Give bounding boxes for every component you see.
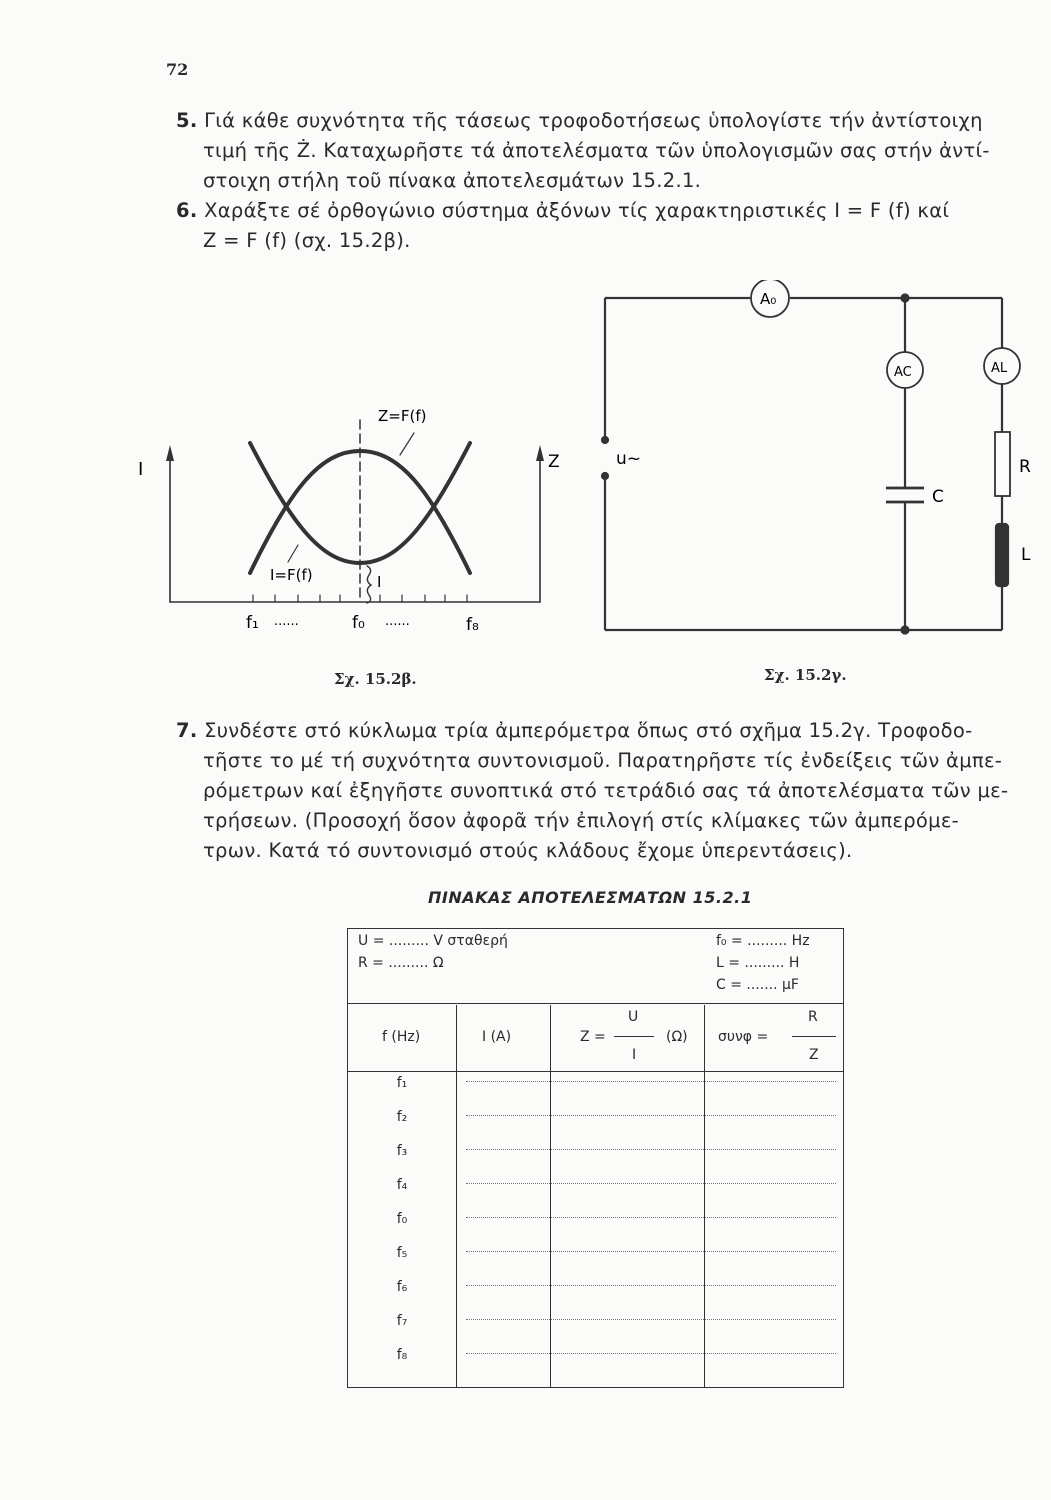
item-6-line-1: Χαράξτε σέ ὀρθογώνιο σύστημα ἀξόνων τίς χαρακτηριστικές I = F (f) καί xyxy=(204,199,950,222)
column-headers xyxy=(348,1005,843,1072)
col-z-num: U xyxy=(628,1009,639,1025)
caption-15-2b: Σχ. 15.2β. xyxy=(334,670,417,688)
col-z-pre: Z = xyxy=(580,1029,606,1045)
label-min-i: I xyxy=(377,573,382,591)
label-ac: AC xyxy=(894,365,912,380)
table-row-f1: f₁ xyxy=(396,1075,408,1091)
tick-f8: f₈ xyxy=(466,615,479,635)
dots-1: ...... xyxy=(274,614,299,629)
figure-15-2c xyxy=(570,280,1050,650)
label-r: R xyxy=(1019,457,1031,477)
blank-row-7 xyxy=(466,1285,836,1286)
label-source: u~ xyxy=(616,449,642,469)
col-cos-bar xyxy=(792,1036,836,1037)
col-i: I (A) xyxy=(482,1029,512,1045)
tick-f0: f₀ xyxy=(352,613,365,633)
resistor xyxy=(995,432,1010,496)
item-6-number: 6. xyxy=(176,199,198,222)
table-header xyxy=(348,929,843,1004)
leader-z xyxy=(400,433,414,455)
curve-i xyxy=(250,443,470,563)
axis-z-arrow xyxy=(536,445,544,461)
axis-i-arrow xyxy=(166,445,174,461)
table-row-f0: f₀ xyxy=(396,1211,408,1227)
terminal-2 xyxy=(602,473,608,479)
junction-top xyxy=(902,295,909,302)
label-i-curve: I=F(f) xyxy=(270,566,313,584)
figure-15-2b xyxy=(130,395,560,645)
table-row-f8: f₈ xyxy=(396,1347,408,1363)
item-7-line-5: τρων. Κατά τό συντονισμό στούς κλάδους ἔχομε ὑπερεντάσεις). xyxy=(203,839,853,862)
item-5-line-2: τιμή τῆς Ż. Καταχωρῆστε τά ἀποτελέσματα τῶν ὑπολογισμῶν σας στήν ἀντί- xyxy=(203,139,990,162)
item-6-line-2: Z = F (f) (σχ. 15.2β). xyxy=(203,229,411,252)
label-c: C xyxy=(932,487,944,507)
col-divider-3 xyxy=(704,1005,705,1387)
label-z: Z xyxy=(548,452,560,472)
blank-row-1 xyxy=(466,1081,836,1082)
item-7 xyxy=(176,716,1009,866)
blank-row-2 xyxy=(466,1115,836,1116)
table-row-f5: f₅ xyxy=(396,1245,408,1261)
label-z-curve: Z=F(f) xyxy=(378,407,427,425)
blank-row-8 xyxy=(466,1319,836,1320)
col-f: f (Hz) xyxy=(382,1029,421,1045)
item-5-number: 5. xyxy=(176,109,198,132)
item-7-line-2: τῆστε το μέ τή συχνότητα συντονισμοῦ. Παρατηρῆστε τίς ἐνδείξεις τῶν ἀμπε- xyxy=(203,749,1003,772)
item-7-number: 7. xyxy=(176,719,198,742)
blank-row-9 xyxy=(466,1353,836,1354)
hdr-u: U = ......... V σταθερή xyxy=(358,933,508,949)
table-row-f7: f₇ xyxy=(396,1313,408,1329)
col-z-bar xyxy=(614,1036,654,1037)
label-l: L xyxy=(1021,545,1031,565)
junction-bottom xyxy=(902,627,909,634)
leader-i xyxy=(288,545,298,562)
item-5-line-3: στοιχη στήλη τοῦ πίνακα ἀποτελεσμάτων 15.2.1. xyxy=(203,169,702,192)
caption-15-2c: Σχ. 15.2γ. xyxy=(764,666,847,684)
item-7-line-1: Συνδέστε στό κύκλωμα τρία ἀμπερόμετρα ὅπως στό σχῆμα 15.2γ. Τροφοδο- xyxy=(204,719,973,742)
label-al: AL xyxy=(991,361,1008,376)
hdr-r: R = ......... Ω xyxy=(358,955,444,971)
item-6 xyxy=(176,196,1006,256)
page-number: 72 xyxy=(166,60,189,79)
col-divider-1 xyxy=(456,1005,457,1387)
hdr-l: L = ......... H xyxy=(716,955,800,971)
hdr-f0: f₀ = ......... Hz xyxy=(716,933,810,949)
table-row-f4: f₄ xyxy=(396,1177,408,1193)
terminal-1 xyxy=(602,437,608,443)
blank-row-3 xyxy=(466,1149,836,1150)
col-cos-pre: συνφ = xyxy=(718,1029,769,1045)
col-cos-num: R xyxy=(808,1009,818,1025)
min-brace xyxy=(367,566,371,603)
results-table xyxy=(347,928,844,1388)
hdr-c: C = ....... μF xyxy=(716,977,799,993)
tick-f1: f₁ xyxy=(246,613,259,633)
col-divider-2 xyxy=(550,1005,551,1387)
blank-row-6 xyxy=(466,1251,836,1252)
table-row-f2: f₂ xyxy=(396,1109,408,1125)
blank-row-5 xyxy=(466,1217,836,1218)
col-z-den: I xyxy=(632,1047,637,1063)
label-a0: A₀ xyxy=(760,290,777,308)
item-7-line-4: τρήσεων. (Προσοχή ὅσον ἀφορᾶ τήν ἐπιλογή στίς κλίμακες τῶν ἀμπερόμε- xyxy=(203,809,960,832)
col-cos-den: Z xyxy=(809,1047,819,1063)
item-7-line-3: ρόμετρων καί ἐξηγῆστε συνοπτικά στό τετράδιό σας τά ἀποτελέσματα τῶν με- xyxy=(203,779,1009,802)
inductor xyxy=(996,524,1008,586)
table-row-f3: f₃ xyxy=(396,1143,408,1159)
blank-row-4 xyxy=(466,1183,836,1184)
item-5 xyxy=(176,106,1006,196)
table-title: ΠΙΝΑΚΑΣ ΑΠΟΤΕΛΕΣΜΑΤΩΝ 15.2.1 xyxy=(428,888,753,907)
item-5-line-1: Γιά κάθε συχνότητα τῆς τάσεως τροφοδοτήσεως ὑπολογίστε τήν ἀντίστοιχη xyxy=(204,109,983,132)
dots-2: ...... xyxy=(385,614,410,629)
table-row-f6: f₆ xyxy=(396,1279,408,1295)
col-z-unit: (Ω) xyxy=(666,1029,688,1045)
label-i: I xyxy=(138,459,144,480)
